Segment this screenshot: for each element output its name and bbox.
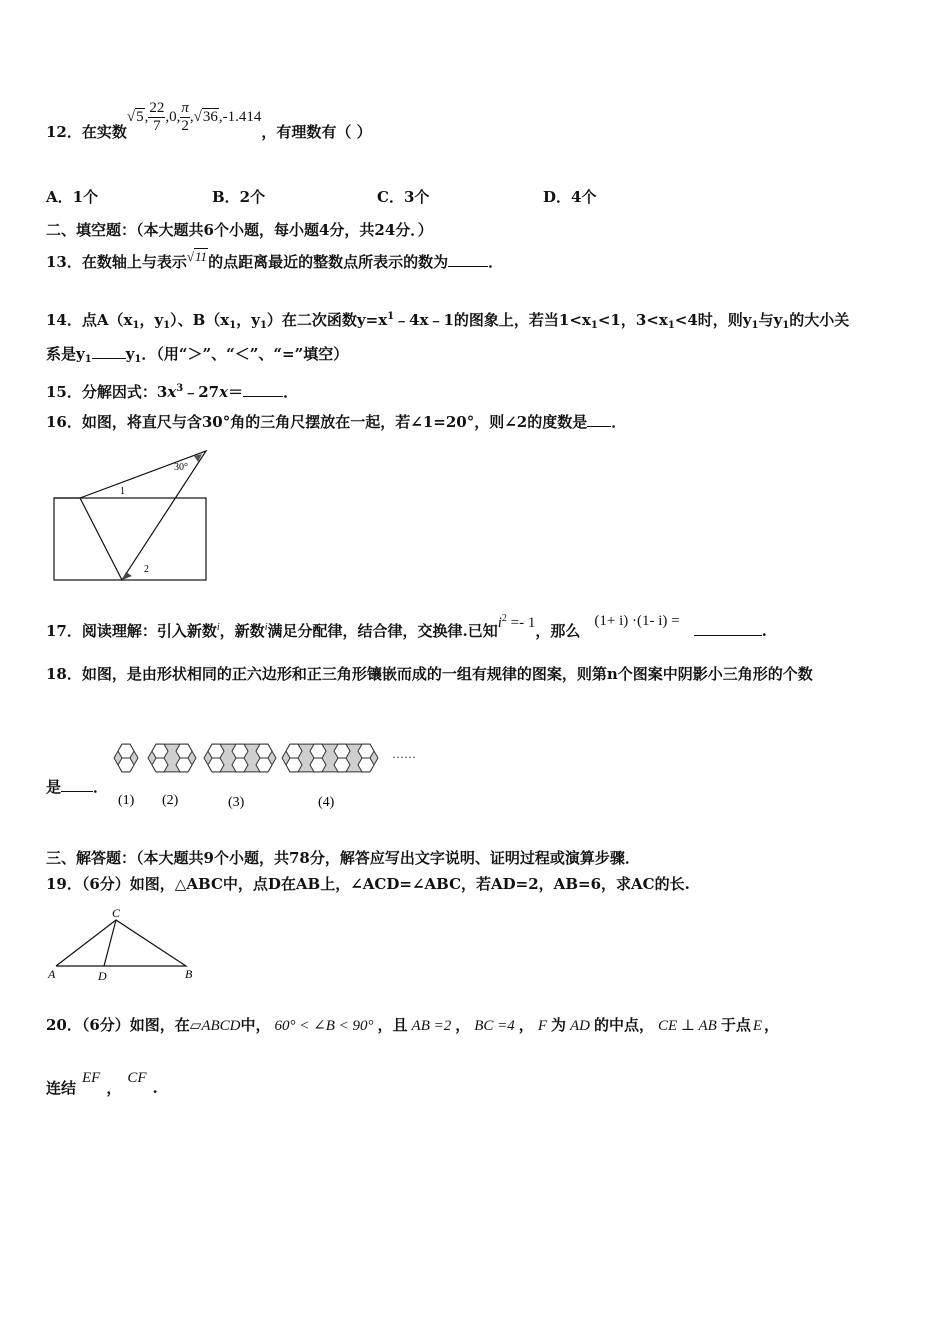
q20-point-e: E [752, 1018, 763, 1034]
q15-answer-blank[interactable] [243, 382, 283, 397]
q16-stem [46, 412, 626, 432]
pattern-hexagon [176, 758, 192, 772]
q20-g: 为 [550, 1016, 566, 1034]
q16-text: 16．如图，将直尺与含30°角的三角尺摆放在一起，若∠1=20°，则∠2的度数是 [46, 413, 588, 431]
label-d: D [98, 969, 107, 982]
q14-sub9: 1 [84, 354, 92, 365]
section3-heading: 三、解答题：（本大题共9个小题，共78分，解答应写出文字说明、证明过程或演算步骤． [46, 849, 640, 867]
q17-c: 满足分配律，结合律，交换律.已知 [267, 622, 498, 640]
q14-t1: 14．点A（x [46, 311, 133, 329]
q20-inequality: 60° < ∠B < 90° [274, 1018, 374, 1034]
q13-answer-blank[interactable] [448, 252, 488, 267]
q12-stem [46, 100, 372, 151]
pattern-hexagon [334, 744, 350, 758]
pattern-hexagon [358, 758, 374, 772]
q13-suffix: 的点距离最近的整数点所表示的数为 [208, 253, 449, 271]
q20-bc: BC =4 [474, 1018, 515, 1034]
q14-sub10: 1 [134, 354, 142, 365]
q20-a: 20．（6分）如图，在 [46, 1016, 190, 1034]
q12-option-d: D．4个 [543, 188, 597, 206]
pattern-hexagon [310, 744, 326, 758]
q17-b: ，新数 [219, 622, 265, 640]
q13-end: ． [488, 253, 504, 271]
triangle-abc [56, 920, 186, 966]
q15-sup: 3 [176, 383, 184, 394]
q16-figure [46, 448, 216, 588]
q20-i: 于点 [720, 1016, 751, 1034]
q17-end: . [761, 622, 767, 640]
pattern-group [114, 744, 378, 772]
q14-t11: 系是y [46, 345, 85, 363]
q12-sqrt36: 36 [202, 108, 218, 125]
pattern-hexagon [152, 758, 168, 772]
q15-stem [46, 379, 298, 402]
pattern-hexagon [118, 744, 134, 758]
q16-answer-blank[interactable] [587, 412, 611, 427]
q17-stem [46, 613, 767, 642]
q20-b: 中， [240, 1016, 271, 1034]
q12-frac-num: 22 [149, 100, 165, 116]
q12-pi-den: 2 [181, 118, 189, 134]
q14-line2 [46, 344, 348, 370]
pattern-hexagon [176, 744, 192, 758]
pattern-hexagon [208, 744, 224, 758]
q17-a: 17．阅读理解：引入新数 [46, 622, 217, 640]
q12-numbers: √5, $\frac{22}{7}$ ,0, $\frac{\pi}{2}$ ,√36,-1.414 [126, 100, 262, 134]
q14-sub1: 1 [132, 320, 140, 331]
q13-stem [46, 249, 504, 273]
q12-option-a: A．1个 [46, 188, 99, 206]
q20-f: F [537, 1018, 547, 1034]
pattern-label-4: (4) [318, 795, 335, 810]
pattern-label-3: (3) [228, 795, 245, 810]
pattern-label-2: (2) [162, 793, 179, 808]
q14-t10: 的大小关 [789, 311, 850, 329]
q14-sub5: 1 [590, 320, 598, 331]
q14-sup: 1 [387, 311, 395, 322]
q18-l2: 是 [46, 778, 62, 796]
angle-2-label: 2 [144, 564, 149, 575]
q12-sqrt5: 5 [136, 108, 144, 125]
q12-suffix: ，有理数有（ ） [261, 122, 372, 141]
q19-figure [46, 906, 206, 982]
q14-sub2: 1 [163, 320, 171, 331]
section2-heading: 二、填空题：（本大题共6个小题，每小题4分，共24分．） [46, 221, 433, 239]
q20-j: ， [764, 1016, 780, 1034]
q14-t6: ﹣4x﹣1的图象上，若当1<x [394, 311, 591, 329]
continuation-dots: …… [392, 747, 416, 761]
q14-t3: ）、B（x [170, 311, 230, 329]
q20-d: ， [455, 1016, 471, 1034]
q20-cf: CF [127, 1070, 147, 1086]
q20-h: 的中点， [594, 1016, 655, 1034]
q18-answer-blank[interactable] [61, 777, 93, 792]
pattern-hexagon [286, 744, 302, 758]
q16-end: ． [611, 413, 627, 431]
pattern-label-1: (1) [118, 793, 135, 808]
q18-line2 [46, 777, 108, 797]
pattern-hexagon [208, 758, 224, 772]
q17-formula1 [498, 615, 536, 631]
q14-sub4: 1 [259, 320, 267, 331]
q17-i1: i [216, 622, 220, 633]
q20-line1 [46, 1015, 779, 1036]
pattern-hexagon [152, 744, 168, 758]
q20-end: . [152, 1079, 158, 1097]
q18-stem: 18．如图，是由形状相同的正六边形和正三角形镶嵌而成的一组有规律的图案，则第n个图案中阴影小三角形的个数 [46, 665, 813, 683]
q14-t7: <1，3<x [597, 311, 668, 329]
q14-t9: 与y [758, 311, 783, 329]
q19-stem: 19．（6分）如图，△ABC中，点D在AB上，∠ACD=∠ABC，若AD=2，AB=6，求AC的长. [46, 875, 690, 893]
q20-perp: CE ⊥ AB [658, 1018, 717, 1034]
q15-prefix: 15．分解因式：3 [46, 383, 168, 401]
angle-1-label: 1 [120, 486, 125, 497]
q20-line2 [46, 1070, 158, 1099]
right-angle-mark [122, 572, 132, 580]
q20-ad: AD [570, 1018, 590, 1034]
q15-mid: ﹣27 [183, 383, 220, 401]
angle-30-label: 30° [174, 462, 188, 473]
q14-t8: <4时，则y [674, 311, 752, 329]
label-b: B [185, 967, 193, 981]
q14-t4: ，y [236, 311, 260, 329]
q18-end: ． [93, 778, 109, 796]
q14-t13: ．（用“＞”、“＜”、“=”填空） [141, 345, 349, 363]
pattern-hexagon [256, 744, 272, 758]
q12-option-c: C．3个 [377, 188, 430, 206]
q12-pi: π [181, 100, 189, 116]
pattern-hexagon [256, 758, 272, 772]
q20-ab: AB =2 [411, 1018, 452, 1034]
pattern-hexagon [334, 758, 350, 772]
q12-prefix: 12．在实数 [46, 122, 127, 141]
label-a: A [48, 967, 56, 981]
pattern-hexagon [118, 758, 134, 772]
q12-frac-den: 7 [153, 118, 161, 134]
q15-x1: x [167, 383, 177, 401]
q12-last: ,-1.414 [218, 108, 262, 125]
q14-t2: ，y [139, 311, 164, 329]
pattern-hexagon [358, 744, 374, 758]
q17-answer-blank[interactable] [694, 621, 762, 636]
q15-eq: ＝ [228, 383, 244, 401]
pattern-hexagon [232, 758, 248, 772]
q14-sub8: 1 [782, 320, 790, 331]
q20-parallelogram: ▱ABCD [189, 1018, 241, 1034]
q20-c: ，且 [377, 1016, 408, 1034]
q12-option-b: B．2个 [212, 188, 266, 206]
q14-t5: ）在二次函数y=x [266, 311, 388, 329]
q17-d: ，那么 [535, 622, 581, 640]
q14-sub7: 1 [751, 320, 759, 331]
q13-prefix: 13．在数轴上与表示 [46, 253, 187, 271]
q20-comma: ， [106, 1079, 122, 1097]
q18-figure [110, 728, 430, 812]
q15-end: ． [283, 383, 299, 401]
q17-formula2: (1+ i) ·(1- i) = [594, 613, 680, 629]
pattern-hexagon [232, 744, 248, 758]
q14-answer-blank[interactable] [92, 344, 126, 359]
q12-zero: ,0, [165, 108, 181, 125]
q14-sub6: 1 [667, 320, 675, 331]
q17-f1-rest: =- 1 [510, 615, 536, 631]
q17-i2: i [264, 622, 268, 633]
q14-t12: y [125, 345, 135, 363]
pattern-hexagon [310, 758, 326, 772]
q14-line1 [46, 307, 849, 336]
q14-sub3: 1 [229, 320, 237, 331]
pattern-hexagon [286, 758, 302, 772]
q13-radical: √11 [186, 249, 208, 264]
q13-radicand: 11 [195, 249, 208, 264]
q15-x2: x [219, 383, 229, 401]
label-c: C [112, 906, 121, 920]
segment-cd [104, 920, 116, 966]
q17-f1-sup: 2 [501, 613, 507, 624]
q20-l2a: 连结 [46, 1079, 77, 1097]
q20-e: ， [518, 1016, 534, 1034]
q20-ef: EF [82, 1070, 101, 1086]
q17-f1-i: i [497, 615, 502, 631]
